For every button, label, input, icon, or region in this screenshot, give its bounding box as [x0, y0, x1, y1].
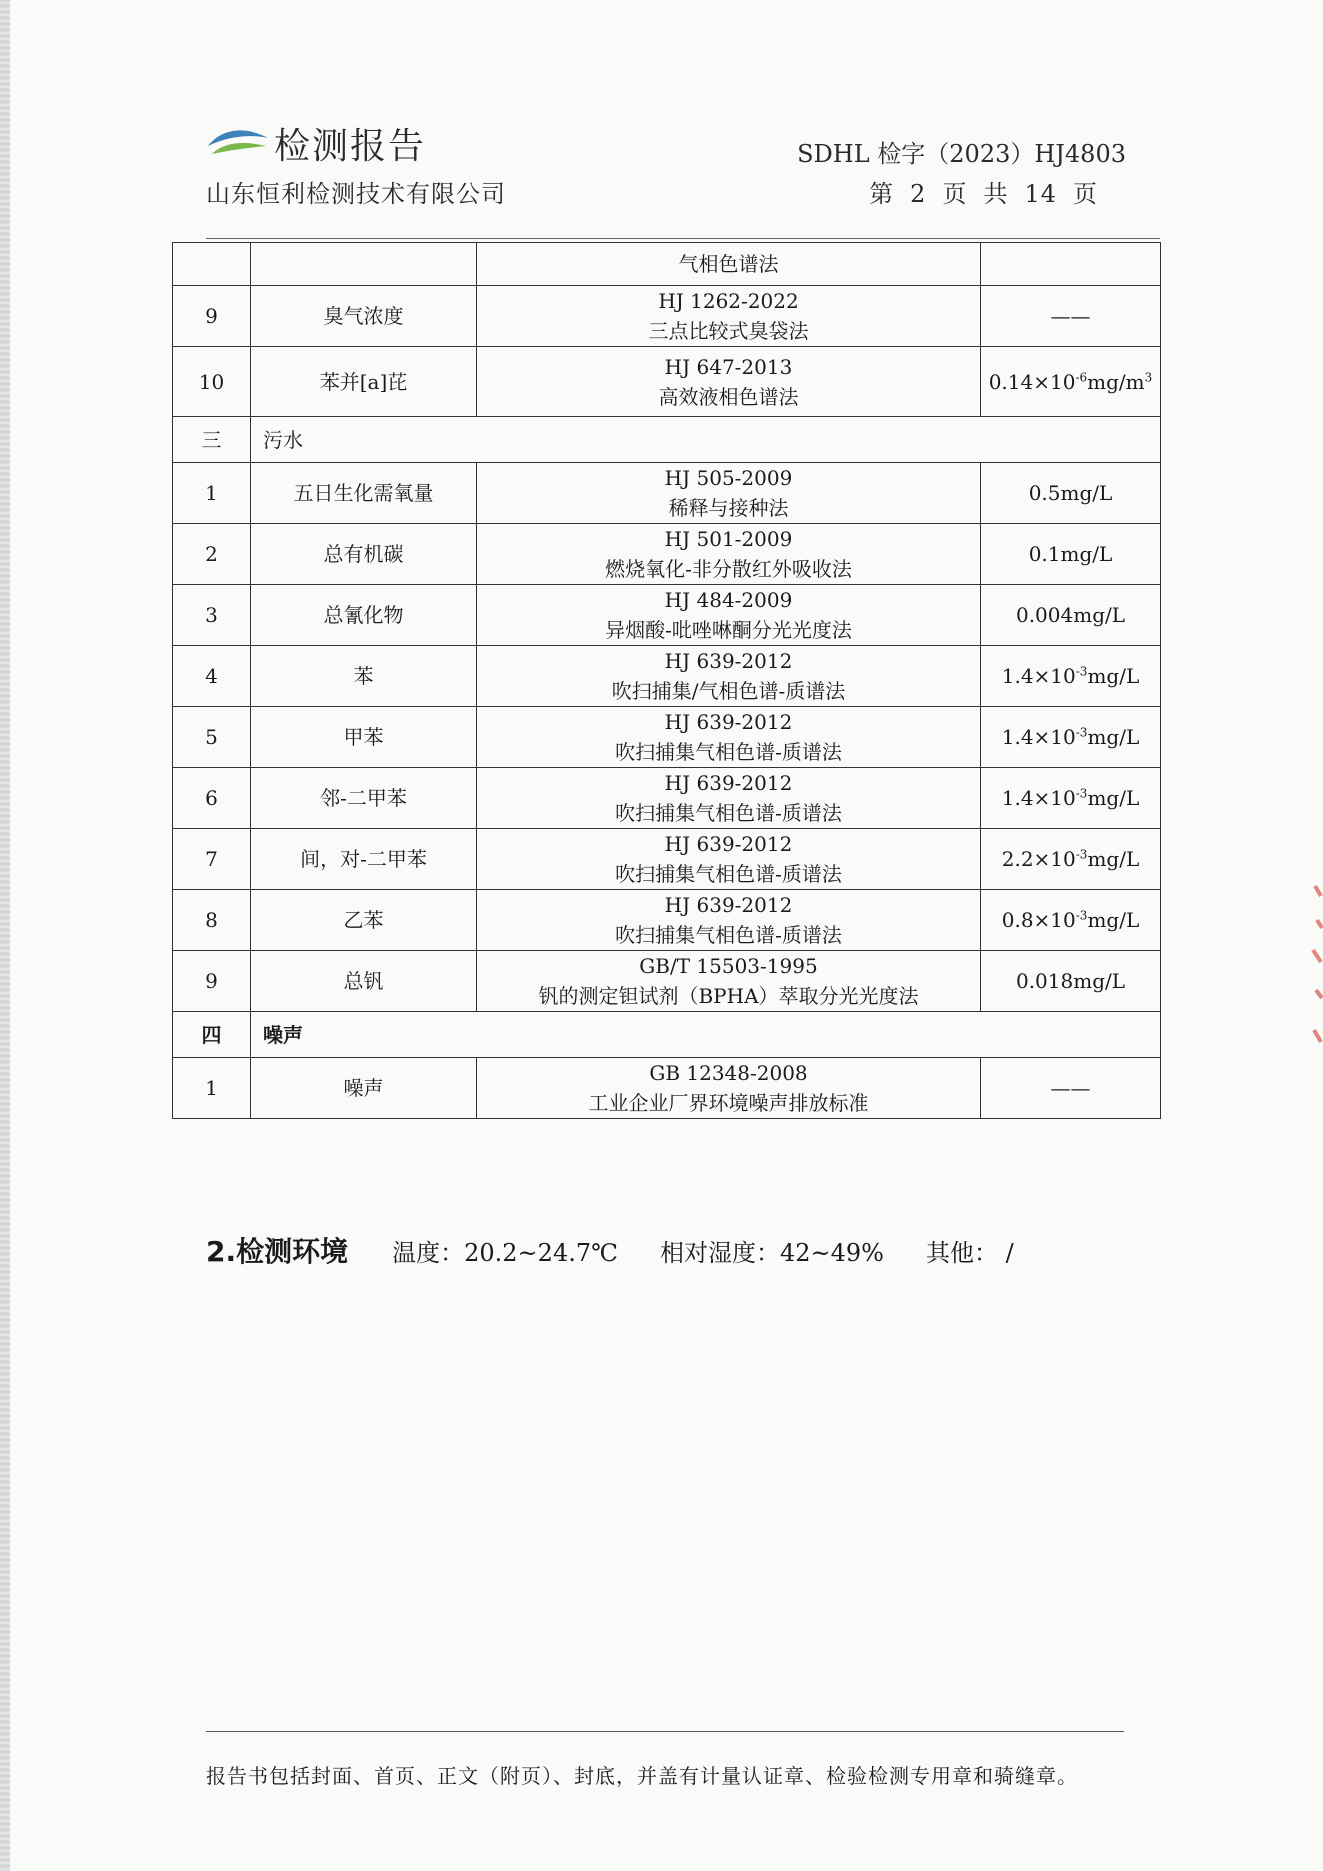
method-name: 钒的测定钽试剂（BPHA）萃取分光光度法 [538, 984, 919, 1008]
method-cell [477, 463, 981, 524]
footer-note: 报告书包括封面、首页、正文（附页）、封底，并盖有计量认证章、检验检测专用章和骑缝章。 [206, 1764, 1078, 1788]
item-cell: 噪声 [251, 1058, 477, 1119]
method-standard: HJ 639-2012 [664, 832, 793, 856]
section-number: 三 [173, 417, 251, 463]
limit-unit: mg/L [1087, 786, 1140, 810]
page-word-1: 第 [869, 180, 895, 208]
limit-unit: mg/L [1087, 664, 1140, 688]
method-name: 吹扫捕集气相色谱-质谱法 [615, 862, 842, 886]
environment-heading: 2.检测环境 [206, 1235, 349, 1268]
method-standard: HJ 1262-2022 [658, 289, 799, 313]
method-cell [477, 951, 981, 1012]
row-no-cell: 6 [173, 768, 251, 829]
limit-cell [981, 768, 1161, 829]
limit-cell: 0.004mg/L [981, 585, 1161, 646]
limit-exponent: -3 [1075, 786, 1088, 801]
method-name: 高效液相色谱法 [658, 384, 799, 409]
page-word-4: 页 [1073, 180, 1098, 208]
method-standard: HJ 484-2009 [664, 588, 793, 612]
scan-edge [0, 0, 10, 1871]
table-row [173, 286, 1161, 347]
row-no-cell: 7 [173, 829, 251, 890]
page-word-2: 页 [942, 180, 968, 208]
method-cell [477, 524, 981, 585]
table-row [173, 524, 1161, 585]
company-logo-icon [206, 124, 270, 164]
method-cell [477, 585, 981, 646]
page-total: 14 [1024, 180, 1057, 208]
table-row [173, 646, 1161, 707]
limit-cell: —— [981, 286, 1161, 347]
limit-cell [981, 829, 1161, 890]
method-standard: GB 12348-2008 [649, 1061, 808, 1085]
report-title: 检测报告 [274, 126, 427, 167]
header-divider [206, 238, 1160, 239]
table-row [173, 951, 1161, 1012]
limit-exponent: -3 [1075, 908, 1088, 923]
section-label: 污水 [251, 417, 1161, 463]
row-no-cell: 1 [173, 463, 251, 524]
item-cell: 苯 [251, 646, 477, 707]
method-standard: HJ 501-2009 [664, 527, 793, 551]
company-name: 山东恒利检测技术有限公司 [206, 180, 506, 208]
report-number: SDHL 检字（2023）HJ4803 [797, 140, 1126, 168]
table-row [173, 829, 1161, 890]
method-name: 吹扫捕集/气相色谱-质谱法 [611, 679, 846, 703]
method-name: 吹扫捕集气相色谱-质谱法 [615, 801, 842, 825]
item-cell: 总氰化物 [251, 585, 477, 646]
limit-unit: mg/L [1087, 847, 1140, 871]
limit-exponent: -3 [1075, 725, 1088, 740]
method-cell [477, 1058, 981, 1119]
limit-cell [981, 707, 1161, 768]
row-no-cell: 9 [173, 286, 251, 347]
limit-cell: $0.14\times 10^{-6}mg/m^3$ [981, 347, 1161, 417]
other-conditions: 其他： / [925, 1239, 1014, 1267]
method-name: 工业企业厂界环境噪声排放标准 [588, 1091, 869, 1115]
item-cell: 五日生化需氧量 [251, 463, 477, 524]
section-row [173, 1012, 1161, 1058]
test-environment [206, 1230, 1056, 1270]
row-no-cell: 9 [173, 951, 251, 1012]
limit-mantissa: 1.4×10 [1001, 786, 1076, 810]
section-label: 噪声 [251, 1012, 1161, 1058]
method-name: 吹扫捕集气相色谱-质谱法 [615, 740, 842, 764]
row-no-cell: 5 [173, 707, 251, 768]
limit-mantissa: 1.4×10 [1001, 725, 1076, 749]
method-name: 稀释与接种法 [668, 496, 789, 520]
table-row [173, 347, 1161, 417]
table-row [173, 707, 1161, 768]
row-no-cell: 10 [173, 347, 251, 417]
section-row [173, 417, 1161, 463]
limit-mantissa: 0.8×10 [1001, 908, 1076, 932]
item-cell: 间，对-二甲苯 [251, 829, 477, 890]
limit-cell: 0.018mg/L [981, 951, 1161, 1012]
section-number: 四 [173, 1012, 251, 1058]
limit-exponent: -3 [1075, 664, 1088, 679]
item-cell: 乙苯 [251, 890, 477, 951]
logo-row [206, 118, 426, 169]
item-cell: 总有机碳 [251, 524, 477, 585]
row-no-cell: 8 [173, 890, 251, 951]
footer-divider [206, 1731, 1124, 1732]
limit-cell: 0.5mg/L [981, 463, 1161, 524]
row-no-cell [173, 243, 251, 286]
method-standard: HJ 639-2012 [664, 649, 793, 673]
method-cell [477, 890, 981, 951]
row-no-cell: 2 [173, 524, 251, 585]
method-standard: GB/T 15503-1995 [639, 954, 818, 978]
table-row [173, 585, 1161, 646]
method-cell [477, 243, 981, 286]
table-row [173, 1058, 1161, 1119]
method-cell [477, 347, 981, 417]
item-cell: 甲苯 [251, 707, 477, 768]
method-standard: HJ 639-2012 [664, 771, 793, 795]
table-row [173, 243, 1161, 286]
method-standard: HJ 505-2009 [664, 466, 793, 490]
limit-mantissa: 1.4×10 [1001, 664, 1076, 688]
table-row [173, 890, 1161, 951]
item-cell: 苯并[a]芘 [251, 347, 477, 417]
table-row [173, 463, 1161, 524]
method-name: 三点比较式臭袋法 [648, 319, 809, 343]
limit-cell: 0.1mg/L [981, 524, 1161, 585]
temperature: 温度：20.2~24.7℃ [392, 1239, 618, 1267]
method-standard: HJ 639-2012 [664, 893, 793, 917]
item-cell [251, 243, 477, 286]
seam-stamp-fragment [1301, 880, 1323, 1070]
method-name: 吹扫捕集气相色谱-质谱法 [615, 923, 842, 947]
method-standard: HJ 639-2012 [664, 710, 793, 734]
method-name: 异烟酸-吡唑啉酮分光光度法 [605, 618, 852, 642]
limit-cell [981, 646, 1161, 707]
table-row [173, 768, 1161, 829]
page-word-3: 共 [983, 180, 1009, 208]
item-cell: 总钒 [251, 951, 477, 1012]
report-header [206, 118, 1126, 208]
page-current: 2 [910, 180, 927, 208]
limit-cell: —— [981, 1058, 1161, 1119]
method-table [172, 242, 1161, 1119]
method-cell [477, 768, 981, 829]
limit-cell [981, 243, 1161, 286]
limit-exponent: -3 [1075, 847, 1088, 862]
item-cell: 臭气浓度 [251, 286, 477, 347]
item-cell: 邻-二甲苯 [251, 768, 477, 829]
row-no-cell: 4 [173, 646, 251, 707]
method-standard: HJ 647-2013 [664, 354, 793, 379]
method-cell [477, 829, 981, 890]
method-cell [477, 707, 981, 768]
limit-cell [981, 890, 1161, 951]
method-cell [477, 286, 981, 347]
page-indicator [861, 174, 1106, 209]
humidity: 相对湿度：42~49% [659, 1239, 884, 1267]
limit-mantissa: 2.2×10 [1001, 847, 1076, 871]
method-name: 气相色谱法 [678, 252, 779, 276]
limit-unit: mg/L [1087, 725, 1140, 749]
row-no-cell: 3 [173, 585, 251, 646]
limit-unit: mg/L [1087, 908, 1140, 932]
row-no-cell: 1 [173, 1058, 251, 1119]
method-name: 燃烧氧化-非分散红外吸收法 [605, 557, 852, 581]
method-cell [477, 646, 981, 707]
